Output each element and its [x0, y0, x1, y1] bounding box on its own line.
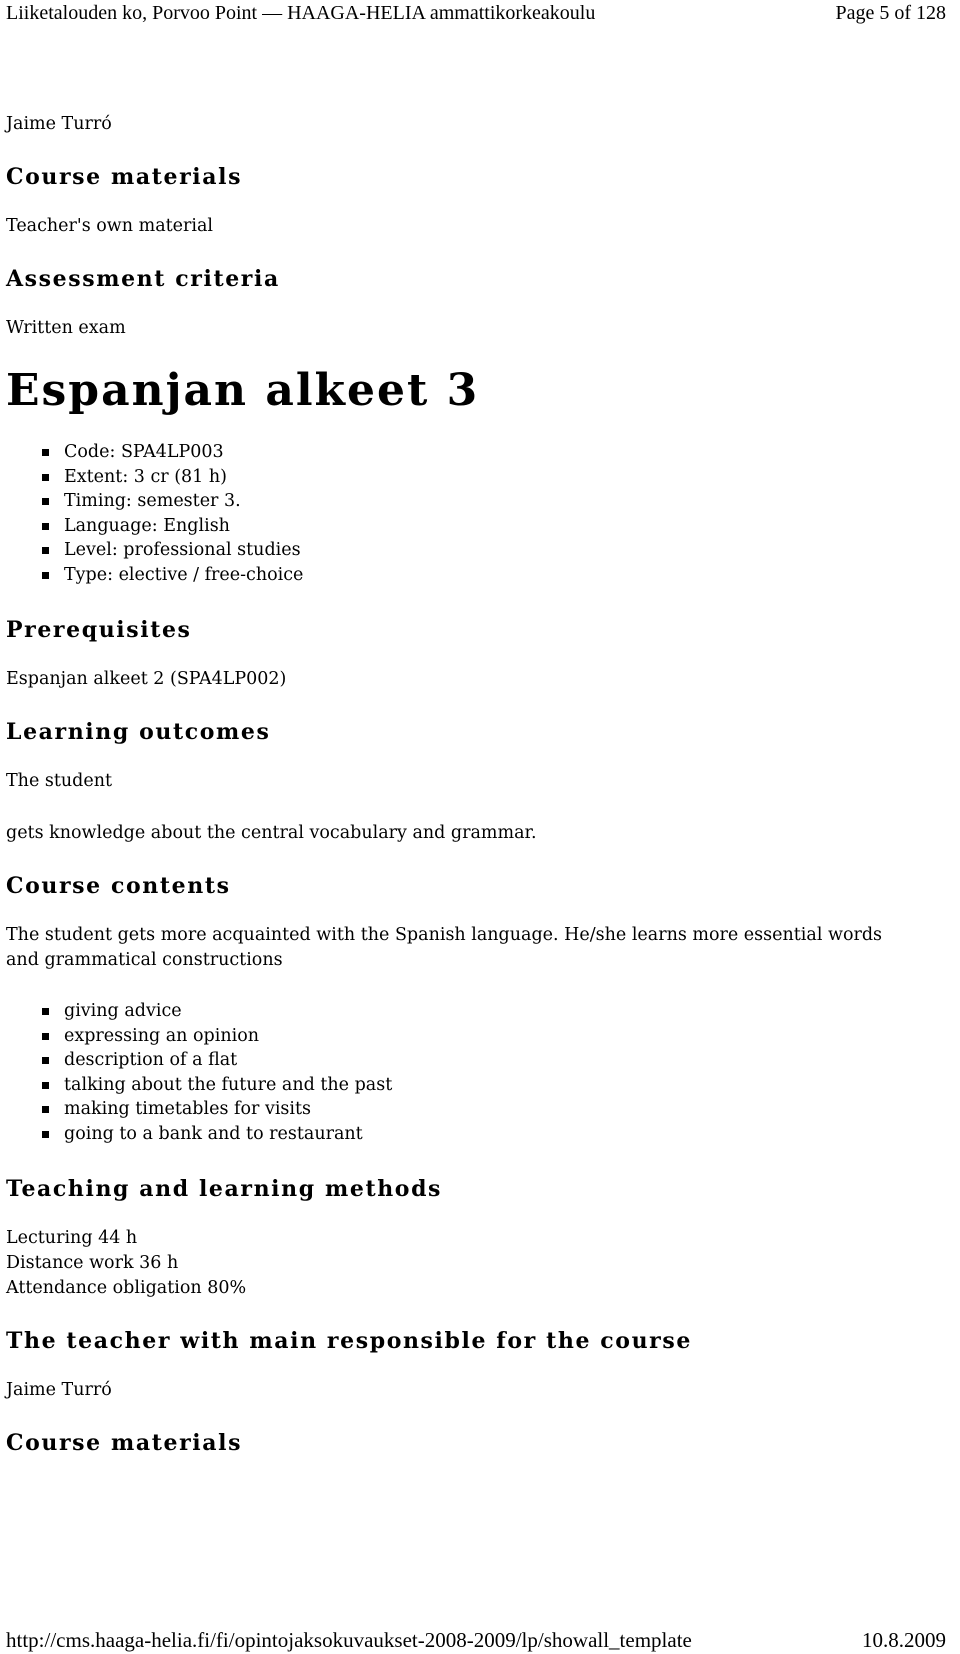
course-content-item: going to a bank and to restaurant [42, 1122, 946, 1147]
course-fact-item: Extent: 3 cr (81 h) [42, 465, 946, 490]
document-body [6, 112, 946, 1458]
learning-outcomes-heading: Learning outcomes [6, 719, 271, 745]
course-content-item: description of a flat [42, 1048, 946, 1073]
course-content-item: making timetables for visits [42, 1097, 946, 1122]
prev-materials-text: Teacher's own material [6, 216, 214, 236]
course-contents-heading: Course contents [6, 873, 231, 899]
prev-assessment-heading: Assessment criteria [6, 266, 280, 292]
course-fact-item: Code: SPA4LP003 [42, 440, 946, 465]
course-fact-item: Type: elective / free-choice [42, 563, 946, 588]
print-header [6, 0, 946, 26]
header-title: Liiketalouden ko, Porvoo Point — HAAGA-HELIA ammattikorkeakoulu [6, 2, 596, 24]
course-content-item: expressing an opinion [42, 1024, 946, 1049]
prerequisites-heading: Prerequisites [6, 617, 192, 643]
footer-date: 10.8.2009 [862, 1628, 946, 1652]
responsible-teacher-name: Jaime Turró [6, 1380, 112, 1400]
course-fact-item: Level: professional studies [42, 538, 946, 563]
learning-outcomes-text: gets knowledge about the central vocabulary and grammar. [6, 823, 537, 843]
learning-outcomes-intro: The student [6, 771, 113, 791]
course-contents-line-2: and grammatical constructions [6, 950, 283, 970]
prev-assessment-text: Written exam [6, 318, 126, 338]
responsible-teacher-heading: The teacher with main responsible for the course [6, 1328, 692, 1354]
course-fact-item: Language: English [42, 514, 946, 539]
prerequisites-text: Espanjan alkeet 2 (SPA4LP002) [6, 669, 287, 689]
course-content-item: talking about the future and the past [42, 1073, 946, 1098]
print-footer [6, 1626, 946, 1654]
teaching-method-line: Distance work 36 h [6, 1253, 179, 1273]
course-fact-item: Timing: semester 3. [42, 489, 946, 514]
teaching-method-line: Attendance obligation 80% [6, 1278, 247, 1298]
footer-url: http://cms.haaga-helia.fi/fi/opintojaksokuvaukset-2008-2009/lp/showall_template [6, 1628, 692, 1652]
course-contents-line-1: The student gets more acquainted with the Spanish language. He/she learns more essential words [6, 925, 883, 945]
course-title: Espanjan alkeet 3 [6, 365, 480, 416]
course-facts-list [6, 440, 946, 587]
prev-materials-heading: Course materials [6, 164, 243, 190]
teaching-method-line: Lecturing 44 h [6, 1228, 138, 1248]
course-content-item: giving advice [42, 999, 946, 1024]
page-number: Page 5 of 128 [835, 2, 946, 24]
teaching-methods-heading: Teaching and learning methods [6, 1176, 443, 1202]
prev-teacher: Jaime Turró [6, 114, 112, 134]
course-materials-heading: Course materials [6, 1430, 243, 1456]
course-contents-list [6, 999, 946, 1146]
